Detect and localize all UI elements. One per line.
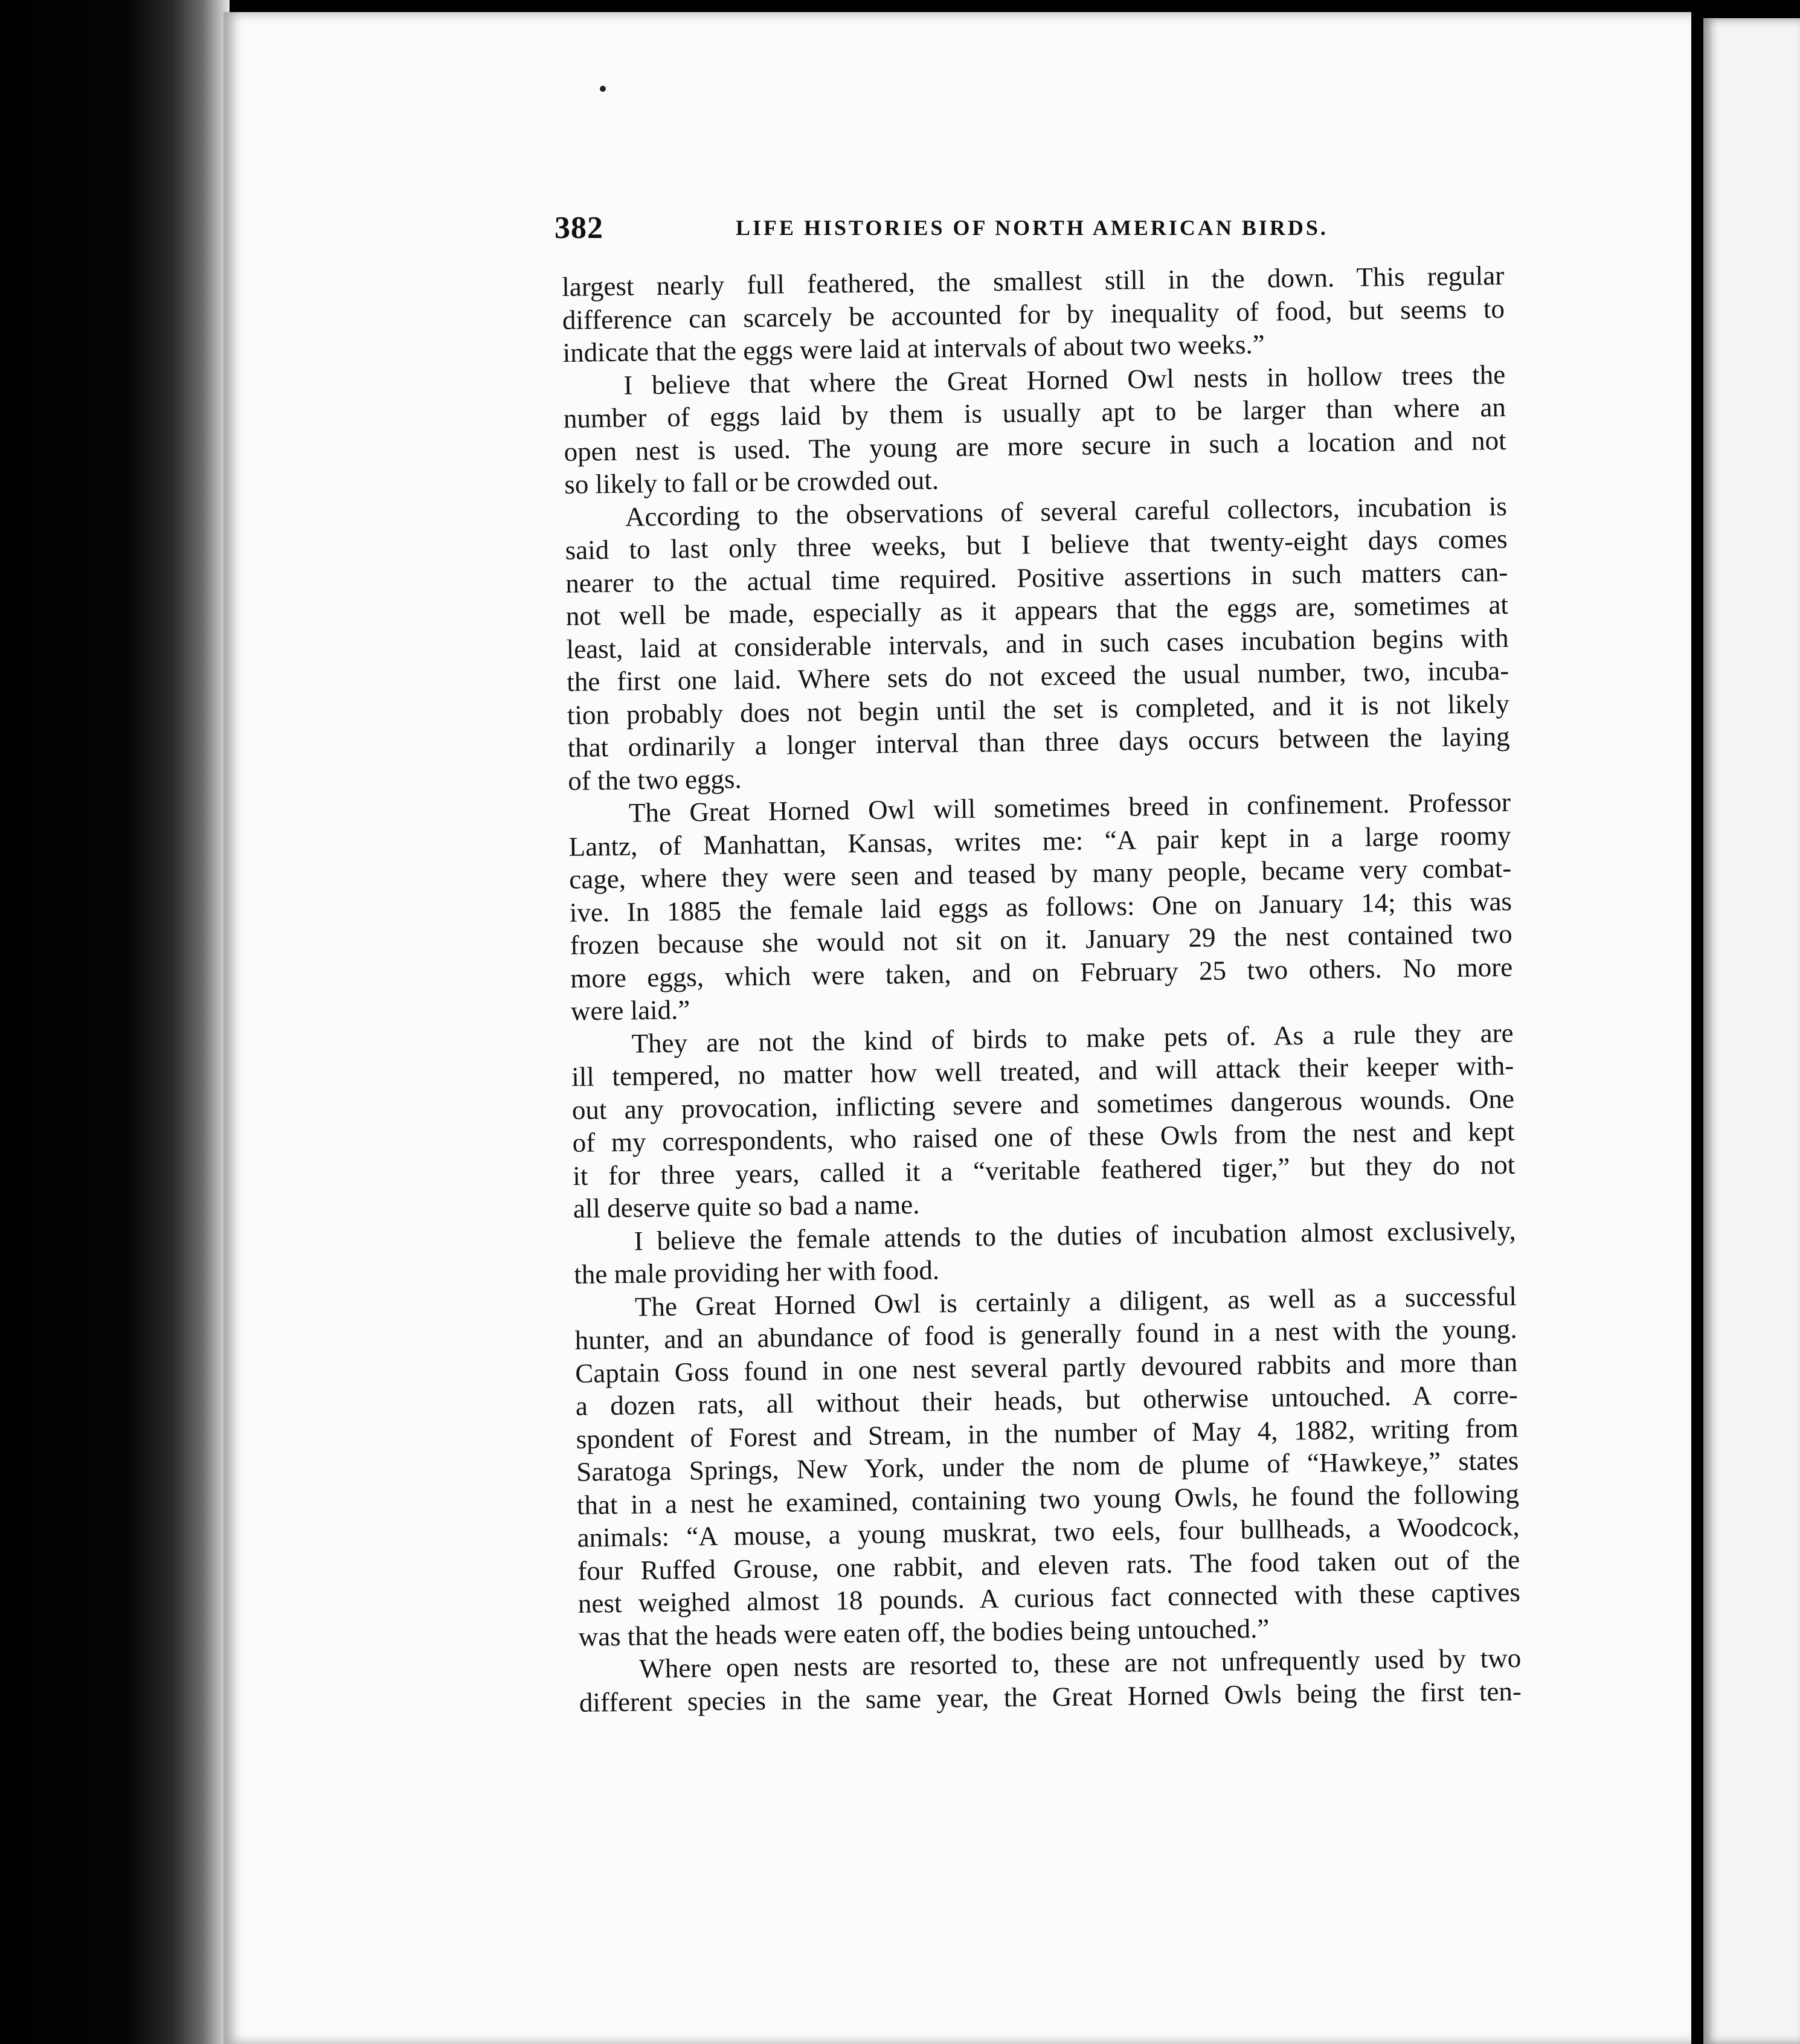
text-line: of my correspondents, who raised one of these Owls from the nest and kept	[572, 1116, 1515, 1158]
text-line: Saratoga Springs, New York, under the nom de plume of “Hawkeye,” states	[576, 1445, 1519, 1487]
page-number: 382	[554, 211, 603, 245]
running-head: LIFE HISTORIES OF NORTH AMERICAN BIRDS.	[736, 216, 1328, 240]
text-line: They are not the kind of birds to make pets of. As a rule they are	[631, 1017, 1514, 1059]
text-line: the first one laid. Where sets do not exceed the usual number, two, incuba-	[567, 655, 1509, 697]
text-line: animals: “A mouse, a young muskrat, two eels, four bullheads, a Woodcock,	[577, 1511, 1520, 1553]
text-line: the male providing her with food.	[573, 1255, 940, 1290]
text-line: The Great Horned Owl will sometimes breed in confinement. Professor	[628, 786, 1511, 828]
text-line: were laid.”	[570, 994, 690, 1026]
text-line: different species in the same year, the Great Horned Owls being the first ten-	[579, 1676, 1522, 1718]
text-line: difference can scarcely be accounted for by inequality of food, but seems to	[562, 293, 1505, 335]
text-line: I believe the female attends to the duties of incubation almost exclusively,	[634, 1215, 1516, 1256]
text-line: nest weighed almost 18 pounds. A curious fact connected with these captives	[577, 1576, 1521, 1619]
text-line: nearer to the actual time required. Positive assertions in such matters can-	[565, 556, 1508, 599]
text-line: tion probably does not begin until the set is completed, and it is not likely	[567, 688, 1510, 730]
text-line: spondent of Forest and Stream, in the number of May 4, 1882, writing from	[576, 1412, 1519, 1454]
text-line: was that the heads were eaten off, the bodies being untouched.”	[578, 1613, 1270, 1652]
text-line: ive. In 1885 the female laid eggs as follows: One on January 14; this was	[569, 885, 1512, 928]
text-line: out any provocation, inflicting severe and sometimes dangerous wounds. One	[571, 1083, 1515, 1125]
page-header	[554, 210, 1334, 259]
text-line: hunter, and an abundance of food is generally found in a nest with the young.	[574, 1313, 1517, 1355]
text-line: that in a nest he examined, containing two young Owls, he found the following	[576, 1478, 1520, 1520]
facing-page-edge	[1703, 18, 1800, 2044]
text-line: frozen because she would not sit on it. January 29 the nest contained two	[570, 918, 1512, 960]
text-line: it for three years, called it a “veritable feathered tiger,” but they do not	[573, 1149, 1516, 1191]
text-line: Captain Goss found in one nest several partly devoured rabbits and more than	[574, 1346, 1518, 1389]
text-line: indicate that the eggs were laid at intervals of about two weeks.”	[562, 329, 1265, 368]
text-line: least, laid at considerable intervals, and in such cases incubation begins with	[566, 622, 1509, 664]
text-line: a dozen rats, all without their heads, but otherwise untouched. A corre-	[575, 1379, 1519, 1421]
text-line: all deserve quite so bad a name.	[573, 1189, 920, 1224]
text-line: open nest is used. The young are more secure in such a location and not	[564, 425, 1506, 467]
body-text	[562, 259, 1522, 1719]
text-line: said to last only three weeks, but I believe that twenty-eight days comes	[565, 523, 1508, 565]
text-line: of the two eggs.	[568, 763, 742, 796]
text-line: ill tempered, no matter how well treated, and will attack their keeper with-	[571, 1050, 1514, 1092]
text-line: Lantz, of Manhattan, Kansas, writes me: “A pair kept in a large roomy	[568, 820, 1511, 862]
text-line: four Ruffed Grouse, one rabbit, and eleven rats. The food taken out of the	[577, 1544, 1520, 1586]
text-line: not well be made, especially as it appears that the eggs are, sometimes at	[565, 589, 1509, 631]
text-line: that ordinarily a longer interval than three days occurs between the laying	[567, 721, 1510, 763]
text-line: so likely to fall or be crowded out.	[564, 464, 939, 500]
text-line: The Great Horned Owl is certainly a diligent, as well as a successful	[634, 1281, 1517, 1322]
text-line: cage, where they were seen and teased by many people, became very combat-	[569, 852, 1512, 895]
text-line: more eggs, which were taken, and on February 25 two others. No more	[570, 951, 1513, 994]
book-gutter-shadow	[0, 0, 230, 2044]
text-line: According to the observations of several careful collectors, incubation is	[625, 490, 1508, 532]
page-speck	[600, 86, 606, 92]
text-line: Where open nests are resorted to, these are not unfrequently used by two	[638, 1642, 1522, 1684]
text-line: largest nearly full feathered, the smallest still in the down. This regular	[562, 260, 1505, 302]
text-line: number of eggs laid by them is usually apt to be larger than where an	[563, 391, 1506, 434]
text-line: I believe that where the Great Horned Owl nests in hollow trees the	[623, 359, 1506, 400]
